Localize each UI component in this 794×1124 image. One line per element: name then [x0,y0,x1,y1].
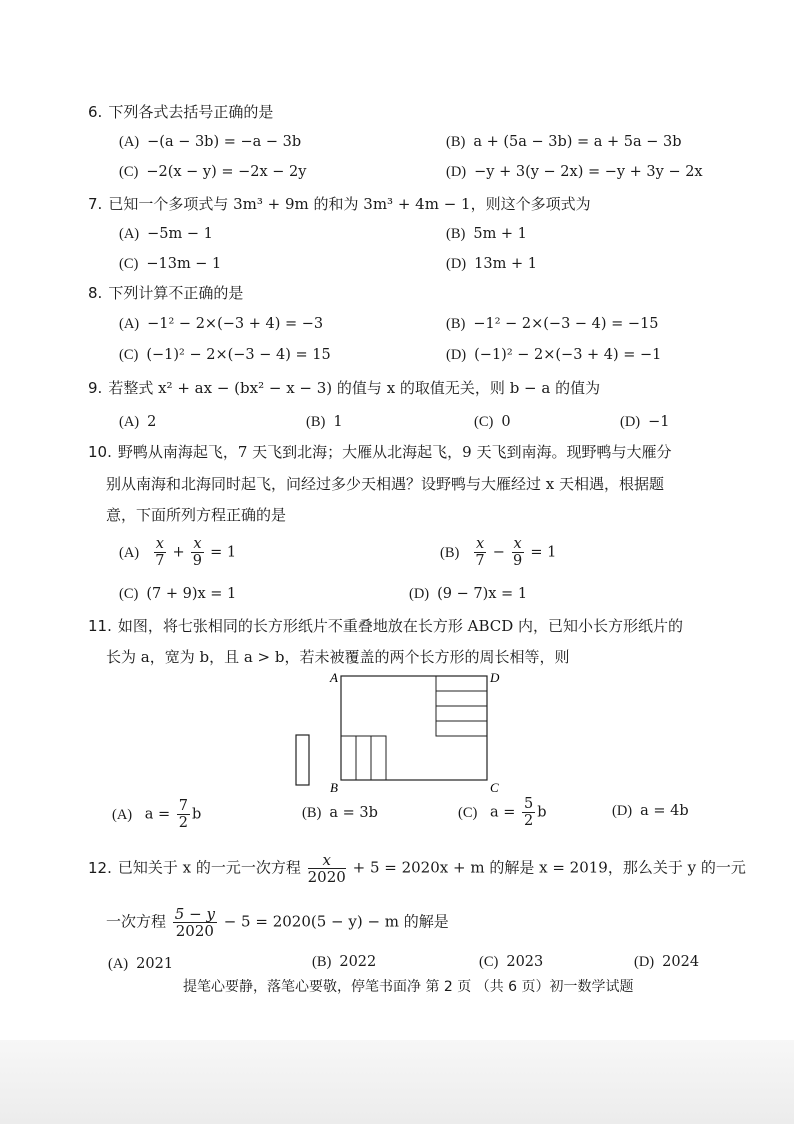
corner-label-a: A [330,670,338,685]
question-number: 9. [88,379,103,397]
denominator: 2020 [175,922,214,940]
option-label: (B) [446,316,466,332]
fraction [522,796,535,829]
option-text: −2(x − y) = −2x − 2y [146,164,307,180]
corner-label-d: D [490,670,500,685]
q7-option-b[interactable] [446,224,527,244]
numerator: x [155,536,164,552]
option-text: 1 [333,414,343,430]
option-text: a = 3b [329,805,378,821]
option-label: (B) [446,226,466,242]
small-rectangle [296,735,309,785]
option-label: (A) [119,316,140,332]
rectangle-figure [290,668,520,796]
option-text-tail: b [192,806,202,823]
option-label: (A) [119,414,140,430]
option-text-tail: b [537,804,547,821]
question-stem-line-1: 如图，将七张相同的长方形纸片不重叠地放在长方形 ABCD 内，已知小长方形纸片的 [117,617,684,635]
fraction [512,536,524,569]
q8-option-a[interactable] [119,314,323,334]
option-text: 2 [147,414,157,430]
q12-option-b[interactable] [312,952,376,972]
fraction [474,536,486,569]
numerator: x [308,852,346,869]
q11-option-a[interactable] [112,798,201,831]
numerator: x [193,536,202,552]
question-12 [88,852,746,885]
rectangle-abcd [341,676,487,780]
option-text: 0 [501,414,511,430]
denominator: 7 [475,553,485,569]
q12-option-c[interactable] [479,952,543,972]
option-text: −13m − 1 [146,256,222,272]
option-text: (9 − 7)x = 1 [437,586,528,602]
q12-option-d[interactable] [634,952,699,972]
option-text: a = [144,806,171,823]
q10-option-d[interactable] [409,584,527,604]
option-label: (D) [409,586,430,602]
option-label: (A) [119,226,140,242]
q8-option-d[interactable] [446,345,661,365]
question-stem: 下列计算不正确的是 [108,284,244,302]
q9-option-a[interactable] [119,412,156,432]
option-label: (C) [119,256,139,272]
question-stem: 若整式 x² + ax − (bx² − x − 3) 的值与 x 的取值无关，则 b − a 的值为 [108,379,601,397]
question-7 [88,194,591,214]
denominator: 7 [155,553,165,569]
question-stem-post: + 5 = 2020x + m 的解是 x = 2019，那么关于 y 的一元 [352,858,746,877]
fraction [191,536,203,569]
option-text: −1² − 2×(−3 − 4) = −15 [473,316,659,332]
option-text: (−1)² − 2×(−3 + 4) = −1 [474,347,662,363]
corner-label-b: B [330,780,338,792]
question-number: 10. [88,443,112,461]
q9-option-b[interactable] [306,412,343,432]
q7-option-d[interactable] [446,254,537,274]
question-stem-pre: 已知关于 x 的一元一次方程 [117,858,301,877]
option-label: (C) [479,954,499,970]
question-stem-line-1: 野鸭从南海起飞，7 天飞到北海；大雁从北海起飞，9 天飞到南海。现野鸭与大雁分 [117,443,672,461]
option-label: (D) [634,954,655,970]
option-text: 13m + 1 [474,256,537,272]
option-label: (B) [302,805,322,821]
option-text: −1² − 2×(−3 + 4) = −3 [147,316,324,332]
option-text: (−1)² − 2×(−3 − 4) = 15 [146,347,331,363]
question-number: 12. [88,858,112,877]
option-text: 2024 [662,954,700,970]
equation-rhs: = 1 [210,544,237,561]
question-11-line-2: 长为 a，宽为 b，且 a > b，若未被覆盖的两个长方形的周长相等，则 [106,648,570,666]
q6-option-d[interactable] [446,162,703,182]
corner-label-c: C [490,780,499,792]
option-label: (A) [119,544,140,561]
denominator: 2020 [307,868,346,886]
fraction [177,798,190,831]
question-10 [88,442,672,462]
option-label: (D) [620,414,641,430]
option-label: (C) [458,804,478,821]
option-text: 2023 [506,954,544,970]
question-stem-post: − 5 = 2020(5 − y) − m 的解是 [223,912,449,931]
denominator: 2 [523,813,534,829]
q11-option-d[interactable] [612,801,689,821]
fraction [173,906,217,939]
option-label: (D) [446,347,467,363]
option-text: 2021 [136,956,174,972]
question-10-line-3: 意，下面所列方程正确的是 [106,506,287,524]
question-stem-pre: 一次方程 [106,912,167,931]
question-10-line-2: 别从南海和北海同时起飞，问经过多少天相遇？设野鸭与大雁经过 x 天相遇，根据题 [106,475,664,493]
q6-option-a[interactable] [119,132,301,152]
fraction [308,852,346,885]
question-number: 8. [88,284,103,302]
option-label: (B) [306,414,326,430]
q7-option-a[interactable] [119,224,213,244]
q8-option-b[interactable] [446,314,659,334]
q9-option-c[interactable] [474,412,511,432]
question-stem: 已知一个多项式与 3m³ + 9m 的和为 3m³ + 4m − 1，则这个多项式为 [108,195,591,213]
option-label: (D) [446,164,467,180]
option-text: −y + 3(y − 2x) = −y + 3y − 2x [474,164,703,180]
q12-option-a[interactable] [108,954,173,974]
q10-option-a[interactable] [119,536,236,569]
page-footer: 提笔心要静，落笔心要敬，停笔书面净 第 2 页 （共 6 页）初一数学试题 [183,979,634,995]
option-text: −1 [648,414,670,430]
option-label: (B) [440,544,460,561]
question-6 [88,102,273,122]
option-label: (B) [312,954,332,970]
option-label: (C) [119,586,139,602]
option-label: (B) [446,134,466,150]
option-text: a = 4b [640,803,689,819]
question-number: 6. [88,103,103,121]
option-label: (C) [474,414,494,430]
question-9 [88,378,600,398]
q9-option-d[interactable] [620,412,670,432]
scan-shadow [0,1040,794,1124]
numerator: x [475,536,485,552]
option-label: (A) [112,806,133,823]
option-label: (A) [119,134,140,150]
option-label: (D) [612,803,633,819]
numerator: 5 [523,796,534,812]
option-text: −(a − 3b) = −a − 3b [147,134,302,150]
option-text: 5m + 1 [473,226,527,242]
operator: − [492,544,505,561]
operator: + [172,544,185,561]
numerator: 7 [178,798,188,814]
question-11 [88,616,683,636]
option-text: (7 + 9)x = 1 [146,586,237,602]
q10-option-b[interactable] [440,536,556,569]
denominator: 2 [178,815,188,831]
option-text: −5m − 1 [147,226,213,242]
option-label: (C) [119,347,139,363]
q11-option-b[interactable] [302,803,378,823]
bottom-left-strips [341,736,386,780]
equation-rhs: = 1 [530,544,557,561]
question-number: 7. [88,195,103,213]
numerator: x [513,536,522,552]
question-stem: 下列各式去括号正确的是 [108,103,274,121]
numerator: 5 − y [174,905,215,923]
q10-option-c[interactable] [119,584,236,604]
q6-option-c[interactable] [119,162,306,182]
option-text: 2022 [339,954,377,970]
q11-option-c[interactable] [458,796,547,829]
figure-svg [290,668,520,792]
option-label: (A) [108,956,129,972]
question-8 [88,283,243,303]
question-number: 11. [88,617,112,635]
option-text: a + (5a − 3b) = a + 5a − 3b [473,134,682,150]
option-label: (C) [119,164,139,180]
fraction [154,536,166,569]
option-label: (D) [446,256,467,272]
q8-option-c[interactable] [119,345,331,365]
option-text: a = [489,804,516,821]
denominator: 9 [192,553,203,569]
denominator: 9 [512,553,523,569]
q6-option-b[interactable] [446,132,682,152]
q7-option-c[interactable] [119,254,221,274]
question-12-line-2 [106,906,449,939]
